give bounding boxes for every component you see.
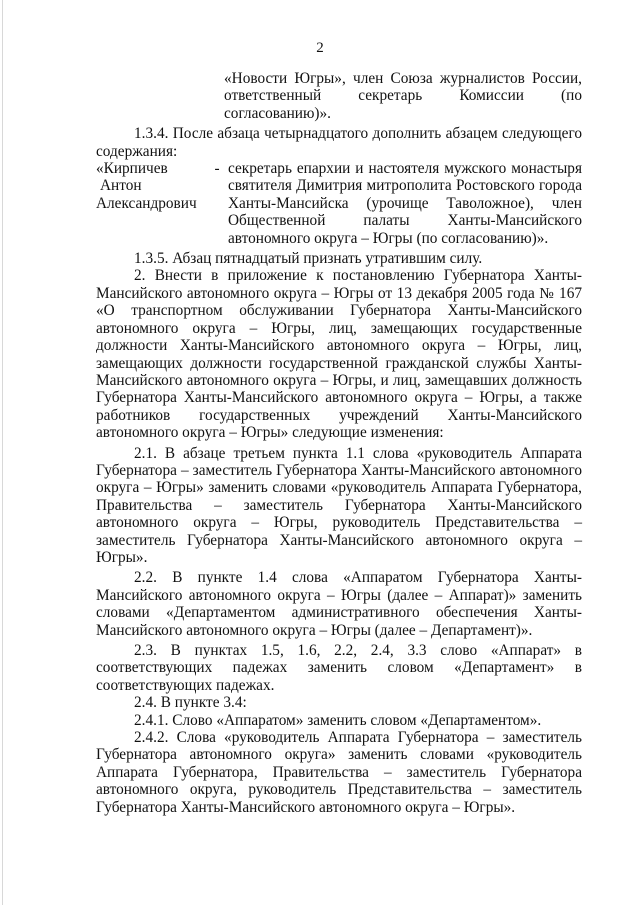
paragraph-2-4-2: 2.4.2. Слова «руководитель Аппарата Губернатора – заместитель Губернатора автономного округа» заменить словами «руководитель Аппарата Губернатора, Правительства – заместитель Губернатора автономного округа, руководитель Представительства – заместитель Губернатора Ханты-Мансийского автономного округа – Югры». [96,729,582,816]
member-description: секретарь епархии и настоятеля мужского монастыря святителя Димитрия митрополита Ростовского города Ханты-Мансийска (урочище Таволожное), член Общественной палаты Ханты-Мансийского автономного округа – Югры (по согласованию)». [228,160,582,247]
paragraph-1-3-4: 1.3.4. После абзаца четырнадцатого дополнить абзацем следующего содержания: [96,125,582,160]
document-body [96,70,582,816]
member-entry [96,160,582,247]
page-edge-line [2,0,3,905]
member-name [96,160,206,247]
paragraph-2-3: 2.3. В пунктах 1.5, 1.6, 2.2, 2.4, 3.3 слово «Аппарат» в соответствующих падежах заменить словом «Департамент» в соответствующих падежах. [96,642,582,694]
paragraph-2-2: 2.2. В пункте 1.4 слова «Аппаратом Губернатора Ханты-Мансийского автономного округа – Югры (далее – Аппарат)» заменить словами «Департаментом административного обеспечения Ханты-Мансийского автономного округа – Югры (далее – Департамент)». [96,569,582,639]
paragraph-2-4-1: 2.4.1. Слово «Аппаратом» заменить словом «Департаментом». [134,711,542,729]
paragraph-1-3-5: 1.3.5. Абзац пятнадцатый признать утратившим силу. [134,250,483,268]
paragraph-2-4: 2.4. В пункте 3.4: [134,694,247,712]
paragraph-2: 2. Внести в приложение к постановлению Губернатора Ханты-Мансийского автономного округа – Югры от 13 декабря 2005 года № 167 «О транспортном обслуживании Губернатора Ханты-Мансийского автономного округа – Югры, лиц, замещающих государственные должности Ханты-Мансийского автономного округа – Югры, лиц, замещающих должности государственной гражданской службы Ханты-Мансийского автономного округа – Югры, и лиц, замещавших должность Губернатора Ханты-Мансийского автономного округа – Югры, а также работников государственных учреждений Ханты-Мансийского автономного округа – Югры» следующие изменения: [96,267,582,442]
paragraph-2-1: 2.1. В абзаце третьем пункта 1.1 слова «руководитель Аппарата Губернатора – заместитель Губернатора Ханты-Мансийского автономного округа – Югры» заменить словами «руководитель Аппарата Губернатора, Правительства – заместитель Губернатора Ханты-Мансийского автономного округа – Югры, руководитель Представительства – заместитель Губернатора Ханты-Мансийского автономного округа – Югры». [96,444,582,566]
member-dash: - [214,160,220,178]
member-name-line: «Кирпичев [96,160,168,178]
continuation-text: «Новости Югры», член Союза журналистов России, ответственный секретарь Комиссии (по согласованию)». [224,70,582,122]
member-name-line: Александрович [96,194,197,212]
page-number: 2 [316,40,324,56]
member-name-line: Антон [100,177,142,195]
